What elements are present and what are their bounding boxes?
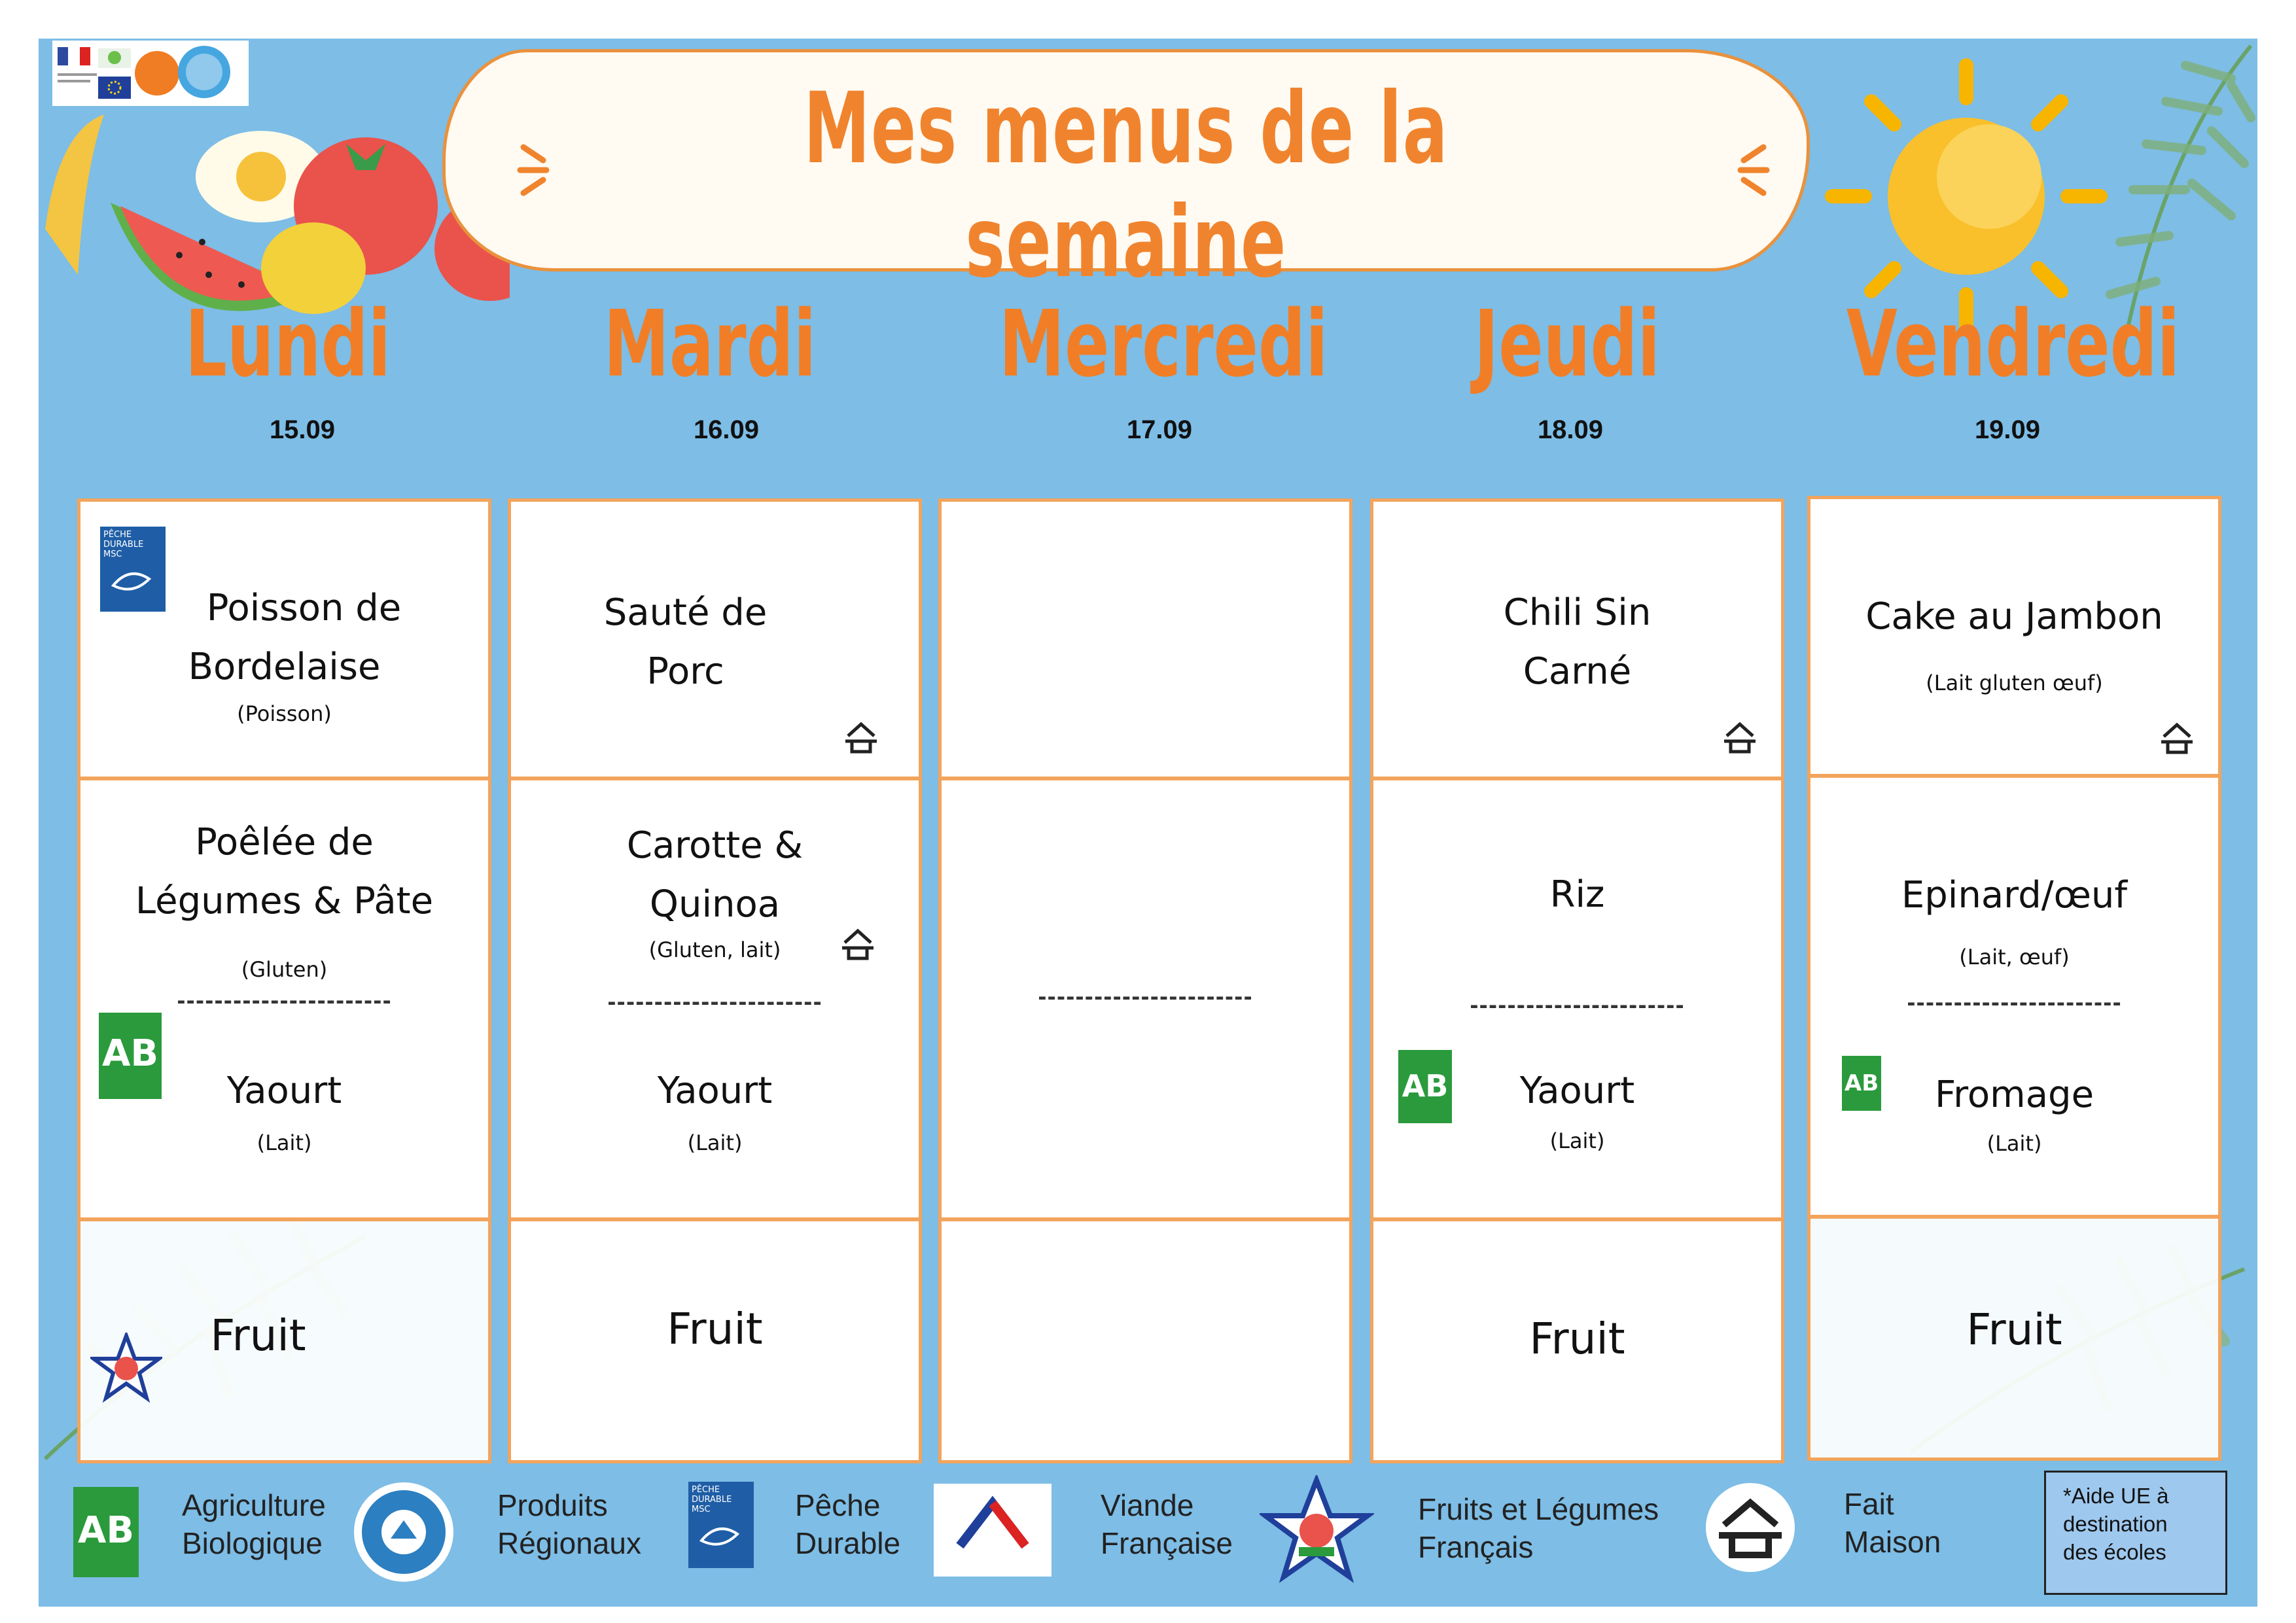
legend-ab-badge [73, 1487, 139, 1577]
region-du-gout-badge [351, 1480, 456, 1584]
lundi-separator: ----------------------- [177, 988, 392, 1013]
legend-fait-maison [1844, 1485, 1941, 1561]
sparkle-right-icon [1731, 141, 1770, 200]
day-name-mardi: Mardi [603, 291, 817, 398]
mercredi-main-cell [938, 498, 1352, 780]
mardi-main-line1: Sauté de [603, 591, 768, 634]
jeudi-dessert: Fruit [1529, 1314, 1625, 1364]
fait-maison-icon [2157, 718, 2197, 758]
lundi-dessert: Fruit [210, 1310, 306, 1361]
fait-maison-icon [838, 924, 877, 964]
mardi-dairy: Yaourt [657, 1070, 773, 1112]
lundi-dairy-allergen: (Lait) [256, 1130, 312, 1155]
lundi-dairy: Yaourt [226, 1070, 342, 1112]
day-date-jeudi: 18.09 [1537, 415, 1604, 444]
legend-fruits-l1: Fruits et Légumes [1418, 1492, 1659, 1526]
sparkle-left-icon [517, 141, 556, 200]
lundi-dessert-cell [77, 1218, 491, 1463]
legend-peche-l2: Durable [795, 1526, 901, 1560]
legend-msc-badge [688, 1482, 754, 1568]
lundi-main-cell [77, 498, 491, 780]
legend-fait-maison-icon [1704, 1482, 1796, 1573]
jeudi-side-line1: Riz [1549, 873, 1605, 916]
legend-viande-l1: Viande [1101, 1488, 1194, 1522]
day-name-mercredi: Mercredi [998, 291, 1328, 398]
day-date-vendredi: 19.09 [1974, 415, 2041, 444]
lundi-side-line2: Légumes & Pâte [135, 880, 434, 922]
legend-msc-l1: PÊCHE [692, 1485, 720, 1495]
jeudi-side-cell [1370, 777, 1784, 1221]
legend-agriculture-l2: Biologique [182, 1526, 323, 1560]
fruits-legumes-france-badge [90, 1333, 162, 1405]
fait-maison-icon [1720, 718, 1759, 757]
day-name-jeudi: Jeudi [1474, 291, 1661, 398]
legend-fait-maison-l1: Fait [1844, 1487, 1894, 1521]
jeudi-dairy-allergen: (Lait) [1549, 1128, 1605, 1153]
ab-badge-text: AB [101, 1032, 159, 1075]
viandes-de-france-graphic [934, 1484, 1051, 1577]
mardi-dairy-allergen: (Lait) [687, 1130, 743, 1155]
ab-badge-text: AB [1402, 1068, 1449, 1104]
legend-produits-regionaux [497, 1486, 641, 1562]
day-date-lundi: 15.09 [269, 415, 336, 444]
legend-ab-text: AB [77, 1509, 135, 1552]
mardi-main-cell [508, 498, 922, 780]
lundi-side-allergen: (Gluten) [241, 957, 328, 982]
fruit-illustration [39, 79, 510, 314]
fait-maison-icon [841, 718, 881, 757]
legend-regionaux-l2: Régionaux [497, 1526, 641, 1560]
lundi-main-allergen: (Poisson) [237, 701, 332, 726]
mardi-side-line1: Carotte & [626, 824, 804, 867]
jeudi-main-line1: Chili Sin [1503, 591, 1651, 634]
legend-peche-durable [795, 1486, 900, 1562]
legend-fruits-l2: Français [1418, 1530, 1534, 1564]
legend-msc-l2: DURABLE [692, 1495, 732, 1505]
lundi-side-line1: Poêlée de [195, 821, 374, 864]
day-date-mercredi: 17.09 [1126, 415, 1193, 444]
legend-agriculture-l1: Agriculture [182, 1488, 326, 1522]
mardi-side-allergen: (Gluten, lait) [648, 937, 781, 962]
vendredi-separator: ----------------------- [1907, 990, 2122, 1015]
banana-graphic [45, 114, 104, 275]
mercredi-separator: ----------------------- [1038, 985, 1253, 1009]
legend-msc-l3: MSC [692, 1505, 711, 1514]
mardi-side-line2: Quinoa [649, 883, 781, 926]
lundi-main-line1: Poisson de [206, 587, 402, 629]
mardi-dessert: Fruit [667, 1304, 763, 1354]
legend-peche-l1: Pêche [795, 1488, 881, 1522]
mardi-separator: ----------------------- [607, 990, 822, 1015]
jeudi-main-line2: Carné [1523, 650, 1632, 693]
legend-regionaux-l1: Produits [497, 1488, 608, 1522]
vendredi-dairy-allergen: (Lait) [1987, 1131, 2042, 1156]
jeudi-dairy: Yaourt [1519, 1070, 1635, 1112]
legend-fish-icon [692, 1514, 748, 1554]
legend-viande-l2: Française [1101, 1526, 1233, 1560]
mardi-dessert-cell [508, 1218, 922, 1463]
vendredi-side-cell [1807, 775, 2221, 1218]
mardi-side-cell [508, 777, 922, 1221]
vendredi-side-line1: Epinard/œuf [1901, 874, 2128, 916]
legend-fait-maison-l2: Maison [1844, 1525, 1941, 1559]
vendredi-dessert: Fruit [1966, 1304, 2062, 1355]
legend-fruits-legumes-badge [1260, 1475, 1374, 1586]
vendredi-side-allergen: (Lait, œuf) [1959, 945, 2070, 969]
msc-badge-l1: PÊCHE [103, 530, 132, 540]
msc-badge-l3: MSC [103, 550, 122, 559]
vendredi-dessert-cell [1807, 1215, 2221, 1461]
ab-badge-text: AB [1844, 1070, 1879, 1096]
mercredi-side-cell [938, 777, 1352, 1221]
vendredi-main-line1: Cake au Jambon [1865, 595, 2163, 638]
jeudi-main-cell [1370, 498, 1784, 780]
day-name-vendredi: Vendredi [1846, 291, 2180, 398]
day-name-lundi: Lundi [185, 291, 391, 398]
day-date-mardi: 16.09 [693, 415, 760, 444]
vendredi-dairy: Fromage [1934, 1073, 2094, 1116]
vendredi-main-cell [1807, 496, 2221, 777]
page-title: Mes menus de la semaine [804, 72, 1449, 300]
msc-badge-l2: DURABLE [103, 540, 144, 550]
jeudi-dessert-cell [1370, 1218, 1784, 1463]
legend-fruits-legumes [1418, 1490, 1659, 1566]
lundi-side-cell [77, 777, 491, 1221]
mardi-main-line2: Porc [646, 650, 724, 693]
jeudi-separator: ----------------------- [1470, 993, 1685, 1018]
aide-line2: destination [2063, 1512, 2168, 1536]
mercredi-dessert-cell [938, 1218, 1352, 1463]
aide-line1: *Aide UE à [2063, 1484, 2169, 1508]
lundi-main-line2: Bordelaise [188, 646, 381, 688]
aide-line3: des écoles [2063, 1540, 2166, 1564]
viandes-de-france-badge [934, 1484, 1051, 1577]
vendredi-main-allergen: (Lait gluten œuf) [1926, 671, 2103, 695]
legend-agriculture-bio [182, 1486, 326, 1562]
legend-viande-francaise [1101, 1486, 1233, 1562]
aide-ue-note [2044, 1471, 2227, 1595]
